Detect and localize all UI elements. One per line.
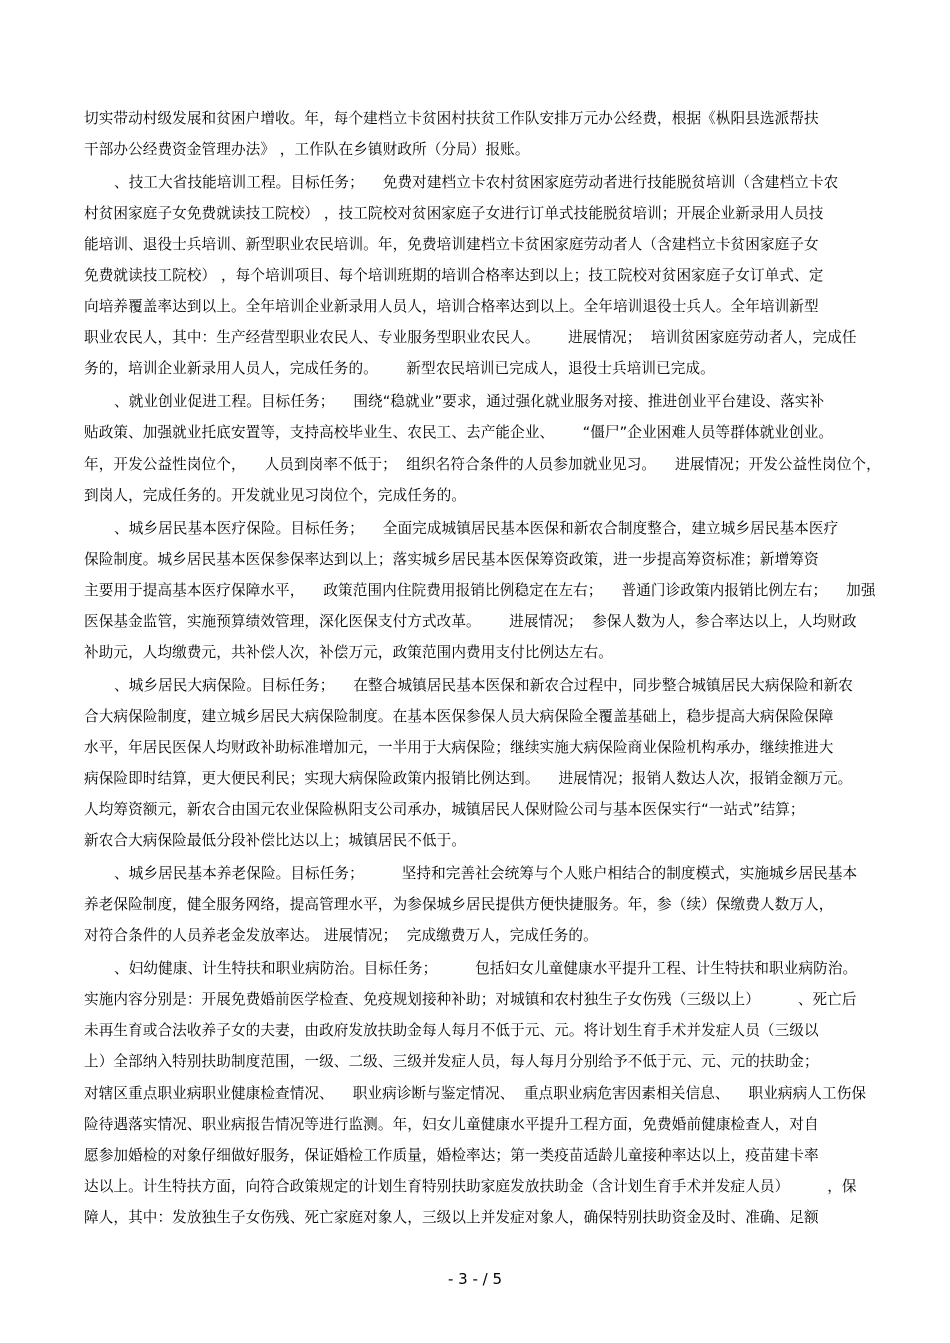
text-line: 合大病保险制度，建立城乡居民大病保险制度。在基本医保参保人员大病保险全覆盖基础上，稳步提高大病保险保障 [84,708,834,725]
text-line: 新农合大病保险最低分段补偿比达以上；城镇居民不低于。 [84,832,467,849]
text-line: 达以上。计生特扶方面，向符合政策规定的计划生育特别扶助家庭发放扶助金（含计划生育手术并发症人员） ，保 [84,1178,857,1195]
text-line: 主要用于提高基本医疗保障水平， 政策范围内住院费用报销比例稳定在左右； 普通门诊政策内报销比例左右； 加强 [84,582,876,599]
text-line: 障人，其中：发放独生子女伤残、死亡家庭对象人，三级以上并发症对象人，确保特别扶助资金及时、准确、足额 [84,1209,819,1226]
text-line: 、就业创业促进工程。目标任务； 围绕“稳就业”要求，通过强化就业服务对接、推进创业平台建设、落实补 [114,393,825,410]
text-line: 上）全部纳入特别扶助制度范围，一级、二级、三级并发症人员，每人每月分别给予不低于元、元、元的扶助金； [84,1053,819,1070]
text-line: 职业农民人，其中：生产经营型职业农民人、专业服务型职业农民人。 进展情况； 培训贫困家庭劳动者人，完成任 [84,329,857,346]
text-line: 能培训、退役士兵培训、新型职业农民培训。年，免费培训建档立卡贫困家庭劳动者人（含建档立卡贫困家庭子女 [84,236,819,253]
text-line: 干部办公经费资金管理办法》 ，工作队在乡镇财政所（分局）报账。 [84,141,530,158]
text-line: 向培养覆盖率达到以上。全年培训企业新录用人员人，培训合格率达到以上。全年培训退役士兵人。全年培训新型 [84,298,819,315]
text-line: 医保基金监管，实施预算绩效管理，深化医保支付方式改革。 进展情况； 参保人数为人，参合率达以上，人均财政 [84,613,857,630]
text-line: 实施内容分别是：开展免费婚前医学检查、免疫规划接种补助；对城镇和农村独生子女伤残（三级以上） 、死亡后 [84,991,857,1008]
page-number: - 3 - / 5 [447,1270,503,1288]
text-line: 、技工大省技能培训工程。目标任务； 免费对建档立卡农村贫困家庭劳动者进行技能脱贫培训（含建档立卡农 [114,174,839,191]
text-line: 未再生育或合法收养子女的夫妻，由政府发放扶助金每人每月不低于元、元。将计划生育手术并发症人员（三级以 [84,1022,819,1039]
text-line: 对辖区重点职业病职业健康检查情况、 职业病诊断与鉴定情况、 重点职业病危害因素相关信息、 职业病病人工伤保 [84,1085,867,1102]
text-line: 养老保险制度，健全服务网络，提高管理水平，为参保城乡居民提供方便快捷服务。年，参（续）保缴费人数万人， [84,896,834,913]
text-line: 保险制度。城乡居民基本医保参保率达到以上；落实城乡居民基本医保筹资政策，进一步提高筹资标准；新增筹资 [84,551,819,568]
text-line: 免费就读技工院校） ，每个培训项目、每个培训班期的培训合格率达到以上；技工院校对贫困家庭子女订单式、定 [84,267,824,284]
text-line: 切实带动村级发展和贫困户增收。年，每个建档立卡贫困村扶贫工作队安排万元办公经费，根据《枞阳县选派帮扶 [84,110,819,127]
text-line: 村贫困家庭子女免费就读技工院校） ，技工院校对贫困家庭子女进行订单式技能脱贫培训；开展企业新录用人员技 [84,205,824,222]
text-line: 年，开发公益性岗位个， 人员到岗率不低于； 组织名符合条件的人员参加就业见习。 进展情况；开发公益性岗位个， [84,456,881,473]
text-line: 愿参加婚检的对象仔细做好服务，保证婚检工作质量，婚检率达；第一类疫苗适龄儿童接种率达以上，疫苗建卡率 [84,1147,819,1164]
text-line: 务的，培训企业新录用人员人，完成任务的。 新型农民培训已完成人，退役士兵培训已完成。 [84,360,715,377]
text-line: 病保险即时结算，更大便民利民；实现大病保险政策内报销比例达到。 进展情况；报销人数达人次，报销金额万元。 [84,770,853,787]
text-line: 险待遇落实情况、职业病报告情况等进行监测。年，妇女儿童健康水平提升工程方面，免费婚前健康检查人，对自 [84,1116,819,1133]
text-line: 人均筹资额元，新农合由国元农业保险枞阳支公司承办，城镇居民人保财险公司与基本医保实行“一站式”结算； [84,801,805,818]
text-line: 、妇幼健康、计生特扶和职业病防治。目标任务； 包括妇女儿童健康水平提升工程、计生特扶和职业病防治。 [114,960,858,977]
text-line: 对符合条件的人员养老金发放率达。 进展情况； 完成缴费万人，完成任务的。 [84,927,598,944]
text-line: 贴政策、加强就业托底安置等，支持高校毕业生、农民工、去产能企业、 “僵尸”企业困难人员等群体就业创业。 [84,424,834,441]
text-line: 、城乡居民基本养老保险。目标任务； 坚持和完善社会统筹与个人账户相结合的制度模式，实施城乡居民基本 [114,865,858,882]
text-line: 补助元，人均缴费元，共补偿人次，补偿万元，政策范围内费用支付比例达左右。 [84,644,613,661]
text-line: 到岗人，完成任务的。开发就业见习岗位个，完成任务的。 [84,487,467,504]
text-line: 、城乡居民大病保险。目标任务； 在整合城镇居民基本医保和新农合过程中，同步整合城镇居民大病保险和新农 [114,677,853,694]
text-line: 水平，年居民医保人均财政补助标准增加元，一半用于大病保险；继续实施大病保险商业保险机构承办，继续推进大 [84,739,834,756]
text-line: 、城乡居民基本医疗保险。目标任务； 全面完成城镇居民基本医保和新农合制度整合，建立城乡居民基本医疗 [114,520,839,537]
